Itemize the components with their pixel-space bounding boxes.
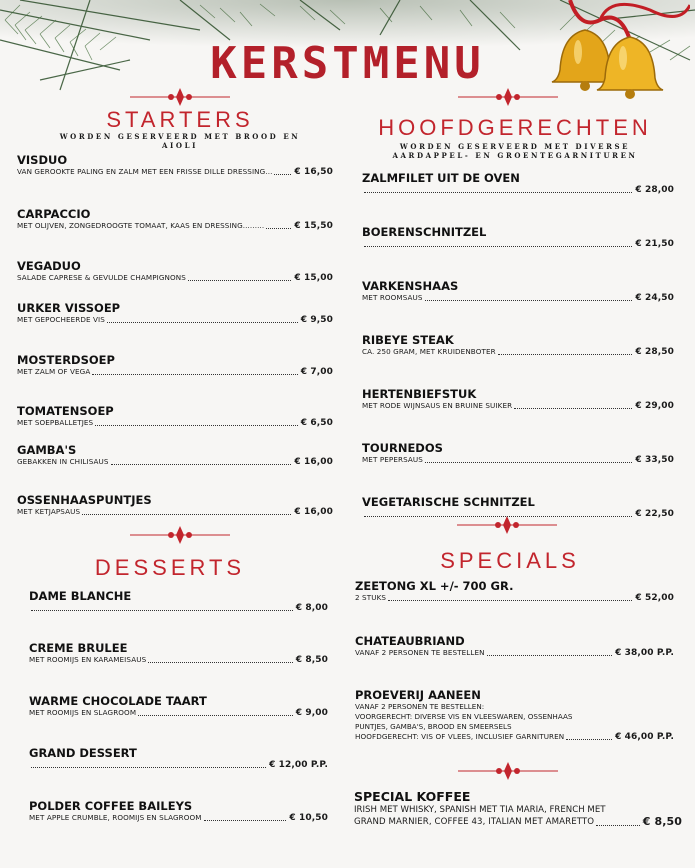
menu-item: ZALMFILET UIT DE OVEN € 28,00 — [362, 171, 674, 195]
menu-item: MOSTERDSOEP MET ZALM OF VEGA € 7,00 — [17, 353, 333, 377]
menu-item-coffee: SPECIAL KOFFEE IRISH MET WHISKY, SPANISH MET TIA MARIA, FRENCH MET GRAND MARNIER, COFFEE 43, ITALIAN MET AMARETTO € 8,50 — [354, 789, 682, 828]
menu-item: BOERENSCHNITZEL € 21,50 — [362, 225, 674, 249]
menu-item: TOMATENSOEP MET SOEPBALLETJES € 6,50 — [17, 404, 333, 428]
menu-item: GAMBA'S GEBAKKEN IN CHILISAUS € 16,00 — [17, 443, 333, 467]
menu-item: VARKENSHAAS MET ROOMSAUS € 24,50 — [362, 279, 674, 303]
menu-item: WARME CHOCOLADE TAART MET ROOMIJS EN SLAGROOM € 9,00 — [29, 694, 328, 718]
menu-item: PROEVERIJ AANEEN VANAF 2 PERSONEN TE BESTELLEN: VOORGERECHT: DIVERSE VIS EN VLEESWAREN, OSSENHAAS PUNTJES, GAMBA'S, BROOD EN SMEERSELS HOOFDGERECHT: VIS OF VLEES, INCLUSIEF GARNITUREN € 46,00 P.P. — [355, 688, 674, 742]
mains-subtitle-1: WORDEN GESERVEERD MET DIVERSE — [399, 142, 631, 151]
menu-item: VEGADUO SALADE CAPRESE & GEVULDE CHAMPIGNONS € 15,00 — [17, 259, 333, 283]
mains-heading: HOOFDGERECHTEN — [378, 115, 652, 140]
menu-item: CHATEAUBRIAND VANAF 2 PERSONEN TE BESTELLEN € 38,00 P.P. — [355, 634, 674, 658]
menu-item: VEGETARISCHE SCHNITZEL € 22,50 — [362, 495, 674, 519]
desserts-heading: DESSERTS — [94, 555, 246, 580]
menu-item: HERTENBIEFSTUK MET RODE WIJNSAUS EN BRUINE SUIKER € 29,00 — [362, 387, 674, 411]
menu-item: ZEETONG XL +/- 700 GR. 2 STUKS € 52,00 — [355, 579, 674, 603]
ornament-divider — [130, 86, 230, 108]
page-title: KERSTMENU — [210, 38, 485, 89]
ornament-divider — [458, 86, 558, 108]
starters-subtitle: WORDEN GESERVEERD MET BROOD EN AIOLI — [59, 132, 301, 150]
menu-item: OSSENHAASPUNTJES MET KETJAPSAUS € 16,00 — [17, 493, 333, 517]
menu-item: TOURNEDOS MET PEPERSAUS € 33,50 — [362, 441, 674, 465]
menu-item: POLDER COFFEE BAILEYS MET APPLE CRUMBLE, ROOMIJS EN SLAGROOM € 10,50 — [29, 799, 328, 823]
menu-item: URKER VISSOEP MET GEPOCHEERDE VIS € 9,50 — [17, 301, 333, 325]
ornament-divider — [458, 760, 558, 782]
menu-item: CREME BRULEE MET ROOMIJS EN KARAMEISAUS € 8,50 — [29, 641, 328, 665]
menu-item: GRAND DESSERT € 12,00 P.P. — [29, 746, 328, 770]
specials-heading: SPECIALS — [440, 548, 580, 573]
menu-item: RIBEYE STEAK CA. 250 GRAM, MET KRUIDENBOTER € 28,50 — [362, 333, 674, 357]
menu-item: DAME BLANCHE € 8,00 — [29, 589, 328, 613]
menu-item: CARPACCIO MET OLIJVEN, ZONGEDROOGTE TOMAAT, KAAS EN DRESSING......... € 15,50 — [17, 207, 333, 231]
starters-heading: STARTERS — [106, 107, 254, 132]
menu-item: VISDUO VAN GEROOKTE PALING EN ZALM MET EEN FRISSE DILLE DRESSING... € 16,50 — [17, 153, 333, 177]
ornament-divider — [130, 524, 230, 546]
mains-subtitle-2: AARDAPPEL- EN GROENTEGARNITUREN — [392, 151, 638, 160]
